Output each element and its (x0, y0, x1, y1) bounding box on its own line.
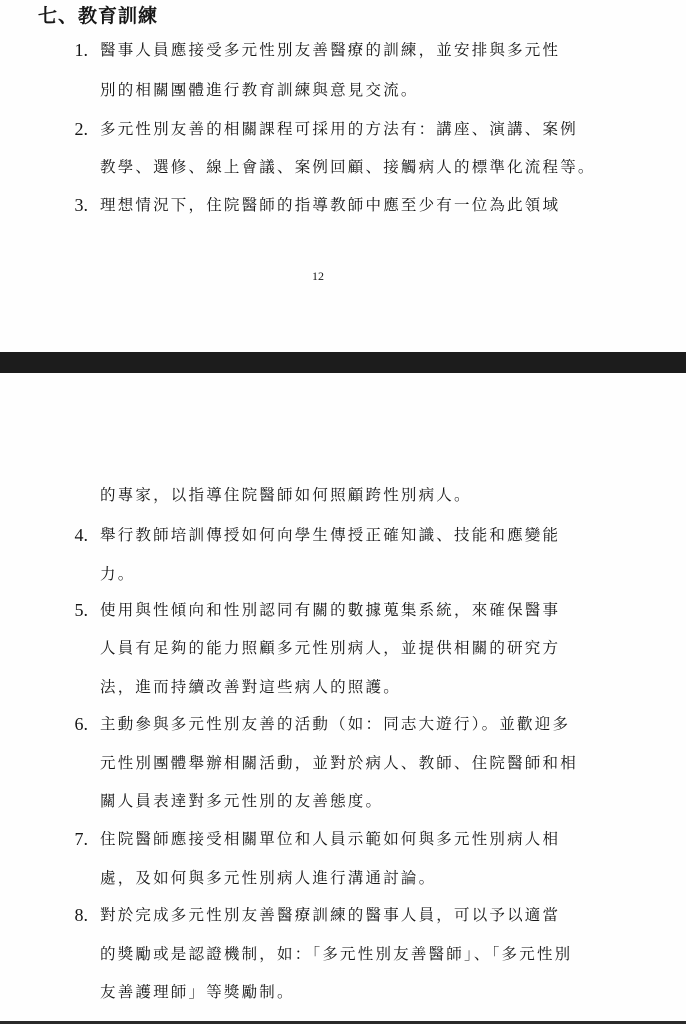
item-number-5: 5. (74, 600, 88, 620)
item-number-6: 6. (74, 714, 88, 734)
item-4-line-1: 舉行教師培訓傳授如何向學生傳授正確知識、技能和應變能 (100, 526, 561, 544)
item-8-line-3: 友善護理師」等獎勵制。 (100, 983, 295, 1001)
page-break-divider (0, 352, 686, 373)
page-number: 12 (312, 269, 324, 283)
item-8-line-1: 對於完成多元性別友善醫療訓練的醫事人員，可以予以適當 (100, 906, 561, 924)
item-6-line-3: 關人員表達對多元性別的友善態度。 (100, 792, 384, 810)
item-7-line-1: 住院醫師應接受相關單位和人員示範如何與多元性別病人相 (100, 830, 561, 848)
item-5-line-3: 法，進而持續改善對這些病人的照護。 (100, 678, 401, 696)
item-4-line-2: 力。 (100, 565, 136, 583)
item-5-line-1: 使用與性傾向和性別認同有關的數據蒐集系統，來確保醫事 (100, 601, 561, 619)
item-5-line-2: 人員有足夠的能力照顧多元性別病人，並提供相關的研究方 (100, 639, 561, 657)
item-6-line-1: 主動參與多元性別友善的活動（如：同志大遊行）。並歡迎多 (100, 715, 571, 733)
item-3-line-1: 理想情況下，住院醫師的指導教師中應至少有一位為此領域 (100, 196, 561, 214)
item-7-line-2: 處，及如何與多元性別病人進行溝通討論。 (100, 869, 437, 887)
item-1-line-1: 醫事人員應接受多元性別友善醫療的訓練，並安排與多元性 (100, 41, 561, 59)
item-1-line-2: 別的相關團體進行教育訓練與意見交流。 (100, 81, 419, 99)
item-number-4: 4. (74, 525, 88, 545)
section-heading: 七、教育訓練 (38, 5, 159, 27)
item-3-line-2: 的專家，以指導住院醫師如何照顧跨性別病人。 (100, 486, 472, 504)
item-number-7: 7. (74, 829, 88, 849)
item-6-line-2: 元性別團體舉辦相關活動，並對於病人、教師、住院醫師和相 (100, 754, 578, 772)
item-number-1: 1. (74, 40, 88, 60)
item-2-line-2: 教學、選修、線上會議、案例回顧、接觸病人的標準化流程等。 (100, 158, 596, 176)
item-8-line-2: 的獎勵或是認證機制，如：「多元性別友善醫師」、「多元性別 (100, 945, 573, 963)
item-number-2: 2. (74, 119, 88, 139)
item-number-3: 3. (74, 195, 88, 215)
item-number-8: 8. (74, 905, 88, 925)
item-2-line-1: 多元性別友善的相關課程可採用的方法有：講座、演講、案例 (100, 120, 578, 138)
